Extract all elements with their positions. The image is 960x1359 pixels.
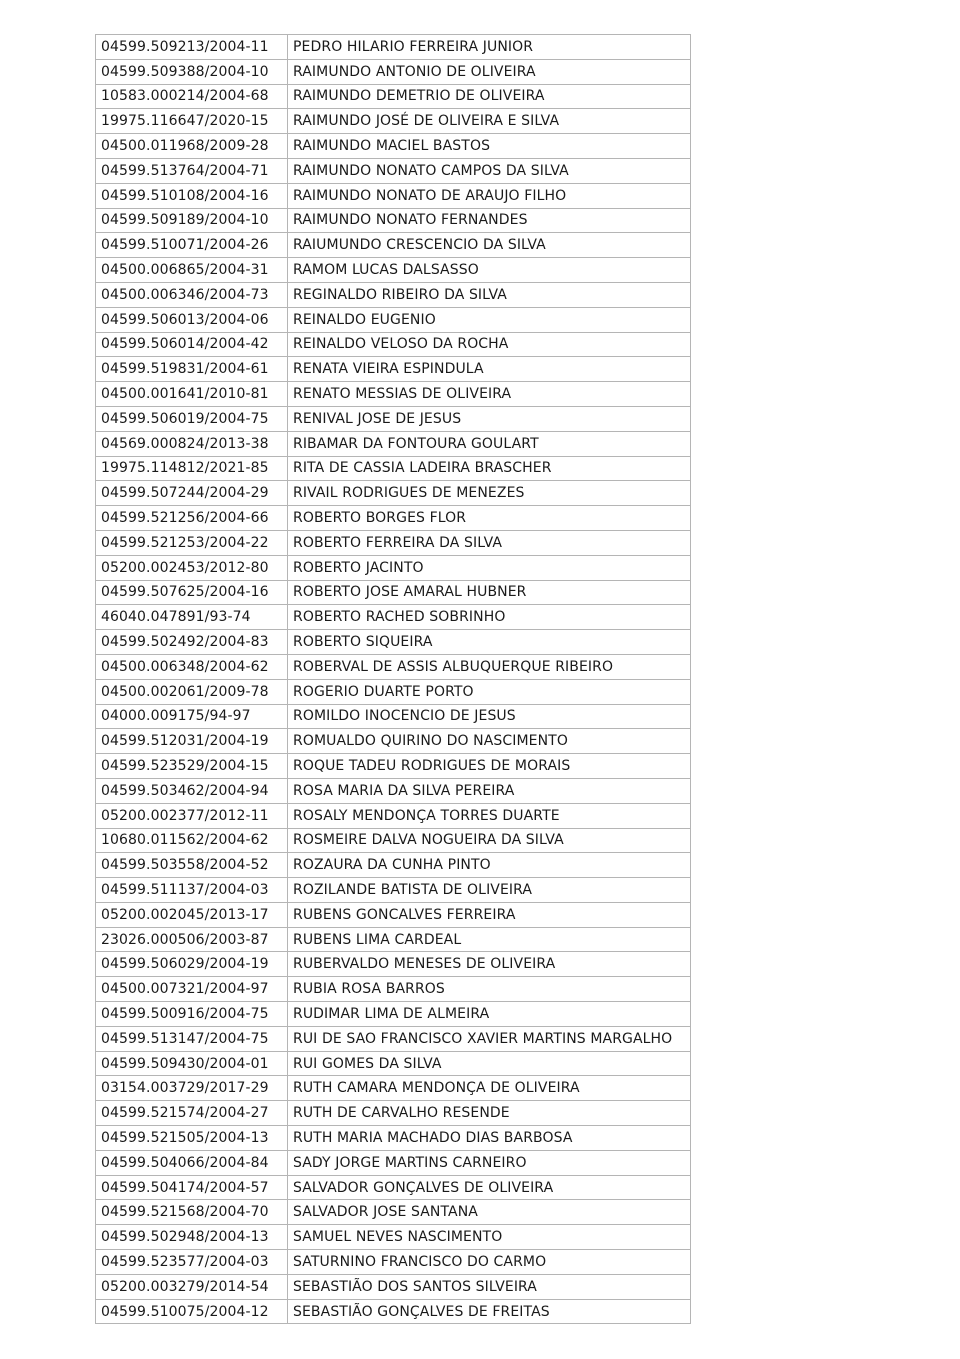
table-row — [96, 828, 691, 853]
process-number-cell: 04599.506029/2004-19 — [96, 952, 288, 977]
table-row — [96, 679, 691, 704]
process-number-cell: 19975.114812/2021-85 — [96, 456, 288, 481]
process-number-cell: 10680.011562/2004-62 — [96, 828, 288, 853]
process-number-cell: 04500.007321/2004-97 — [96, 977, 288, 1002]
person-name-cell: SEBASTIÃO GONÇALVES DE FREITAS — [288, 1299, 691, 1324]
person-name-cell: REINALDO VELOSO DA ROCHA — [288, 332, 691, 357]
table-row — [96, 406, 691, 431]
person-name-cell: SALVADOR JOSE SANTANA — [288, 1200, 691, 1225]
table-row — [96, 1051, 691, 1076]
document-table-container — [95, 34, 691, 1324]
person-name-cell: ROMUALDO QUIRINO DO NASCIMENTO — [288, 729, 691, 754]
person-name-cell: ROBERTO FERREIRA DA SILVA — [288, 530, 691, 555]
process-number-cell: 10583.000214/2004-68 — [96, 84, 288, 109]
person-name-cell: SEBASTIÃO DOS SANTOS SILVEIRA — [288, 1274, 691, 1299]
person-name-cell: ROBERVAL DE ASSIS ALBUQUERQUE RIBEIRO — [288, 654, 691, 679]
table-row — [96, 183, 691, 208]
process-number-cell: 04599.521253/2004-22 — [96, 530, 288, 555]
table-row — [96, 1076, 691, 1101]
table-row — [96, 927, 691, 952]
table-row — [96, 1002, 691, 1027]
table-row — [96, 754, 691, 779]
process-number-cell: 03154.003729/2017-29 — [96, 1076, 288, 1101]
person-name-cell: RUI DE SAO FRANCISCO XAVIER MARTINS MARGALHO — [288, 1026, 691, 1051]
table-row — [96, 952, 691, 977]
process-number-cell: 23026.000506/2003-87 — [96, 927, 288, 952]
process-number-cell: 04599.521505/2004-13 — [96, 1126, 288, 1151]
table-row — [96, 1150, 691, 1175]
person-name-cell: RAIMUNDO NONATO FERNANDES — [288, 208, 691, 233]
table-row — [96, 605, 691, 630]
table-row — [96, 506, 691, 531]
person-name-cell: ROBERTO JACINTO — [288, 555, 691, 580]
person-name-cell: RAIMUNDO NONATO DE ARAUJO FILHO — [288, 183, 691, 208]
person-name-cell: RENATA VIEIRA ESPINDULA — [288, 357, 691, 382]
process-number-cell: 04599.506014/2004-42 — [96, 332, 288, 357]
person-name-cell: RIBAMAR DA FONTOURA GOULART — [288, 431, 691, 456]
table-row — [96, 382, 691, 407]
table-row — [96, 654, 691, 679]
process-number-cell: 05200.002377/2012-11 — [96, 803, 288, 828]
table-row — [96, 282, 691, 307]
process-number-cell: 04599.504174/2004-57 — [96, 1175, 288, 1200]
process-number-cell: 04500.011968/2009-28 — [96, 134, 288, 159]
process-number-cell: 04599.519831/2004-61 — [96, 357, 288, 382]
table-row — [96, 1026, 691, 1051]
person-name-cell: RUTH CAMARA MENDONÇA DE OLIVEIRA — [288, 1076, 691, 1101]
table-row — [96, 902, 691, 927]
process-number-cell: 04599.513764/2004-71 — [96, 158, 288, 183]
person-name-cell: ROSA MARIA DA SILVA PEREIRA — [288, 778, 691, 803]
person-name-cell: ROQUE TADEU RODRIGUES DE MORAIS — [288, 754, 691, 779]
person-name-cell: REGINALDO RIBEIRO DA SILVA — [288, 282, 691, 307]
process-number-cell: 04599.510108/2004-16 — [96, 183, 288, 208]
person-name-cell: RAIUMUNDO CRESCENCIO DA SILVA — [288, 233, 691, 258]
process-number-cell: 04599.509388/2004-10 — [96, 59, 288, 84]
process-number-cell: 04500.006865/2004-31 — [96, 258, 288, 283]
person-name-cell: RENATO MESSIAS DE OLIVEIRA — [288, 382, 691, 407]
process-number-cell: 04599.507244/2004-29 — [96, 481, 288, 506]
table-row — [96, 630, 691, 655]
table-row — [96, 1274, 691, 1299]
table-row — [96, 208, 691, 233]
table-row — [96, 456, 691, 481]
person-name-cell: RUTH DE CARVALHO RESENDE — [288, 1101, 691, 1126]
person-name-cell: RUBENS LIMA CARDEAL — [288, 927, 691, 952]
process-number-cell: 04599.507625/2004-16 — [96, 580, 288, 605]
process-number-cell: 04599.521574/2004-27 — [96, 1101, 288, 1126]
table-row — [96, 1175, 691, 1200]
table-row — [96, 59, 691, 84]
person-name-cell: ROSALY MENDONÇA TORRES DUARTE — [288, 803, 691, 828]
process-number-cell: 04599.511137/2004-03 — [96, 878, 288, 903]
table-row — [96, 357, 691, 382]
table-row — [96, 332, 691, 357]
person-name-cell: SAMUEL NEVES NASCIMENTO — [288, 1225, 691, 1250]
process-number-cell: 05200.002453/2012-80 — [96, 555, 288, 580]
records-table-body — [96, 35, 691, 1324]
person-name-cell: ROMILDO INOCENCIO DE JESUS — [288, 704, 691, 729]
person-name-cell: RUI GOMES DA SILVA — [288, 1051, 691, 1076]
table-row — [96, 158, 691, 183]
table-row — [96, 977, 691, 1002]
process-number-cell: 04500.006346/2004-73 — [96, 282, 288, 307]
person-name-cell: RAIMUNDO JOSÉ DE OLIVEIRA E SILVA — [288, 109, 691, 134]
table-row — [96, 1250, 691, 1275]
person-name-cell: PEDRO HILARIO FERREIRA JUNIOR — [288, 35, 691, 60]
person-name-cell: RAIMUNDO MACIEL BASTOS — [288, 134, 691, 159]
person-name-cell: SADY JORGE MARTINS CARNEIRO — [288, 1150, 691, 1175]
process-number-cell: 04599.521568/2004-70 — [96, 1200, 288, 1225]
process-number-cell: 04599.506019/2004-75 — [96, 406, 288, 431]
person-name-cell: RENIVAL JOSE DE JESUS — [288, 406, 691, 431]
person-name-cell: REINALDO EUGENIO — [288, 307, 691, 332]
process-number-cell: 04599.510071/2004-26 — [96, 233, 288, 258]
person-name-cell: RUBENS GONCALVES FERREIRA — [288, 902, 691, 927]
person-name-cell: ROBERTO RACHED SOBRINHO — [288, 605, 691, 630]
table-row — [96, 1101, 691, 1126]
person-name-cell: ROZILANDE BATISTA DE OLIVEIRA — [288, 878, 691, 903]
process-number-cell: 04000.009175/94-97 — [96, 704, 288, 729]
process-number-cell: 04599.506013/2004-06 — [96, 307, 288, 332]
person-name-cell: ROBERTO BORGES FLOR — [288, 506, 691, 531]
table-row — [96, 530, 691, 555]
person-name-cell: RAIMUNDO DEMETRIO DE OLIVEIRA — [288, 84, 691, 109]
process-number-cell: 04569.000824/2013-38 — [96, 431, 288, 456]
table-row — [96, 109, 691, 134]
table-row — [96, 580, 691, 605]
table-row — [96, 134, 691, 159]
process-number-cell: 04599.500916/2004-75 — [96, 1002, 288, 1027]
process-number-cell: 05200.002045/2013-17 — [96, 902, 288, 927]
person-name-cell: SATURNINO FRANCISCO DO CARMO — [288, 1250, 691, 1275]
person-name-cell: ROSMEIRE DALVA NOGUEIRA DA SILVA — [288, 828, 691, 853]
process-number-cell: 04599.503462/2004-94 — [96, 778, 288, 803]
process-number-cell: 04500.001641/2010-81 — [96, 382, 288, 407]
table-row — [96, 1200, 691, 1225]
table-row — [96, 878, 691, 903]
process-number-cell: 04599.504066/2004-84 — [96, 1150, 288, 1175]
table-row — [96, 1126, 691, 1151]
table-row — [96, 778, 691, 803]
person-name-cell: ROBERTO SIQUEIRA — [288, 630, 691, 655]
process-number-cell: 04599.503558/2004-52 — [96, 853, 288, 878]
person-name-cell: ROZAURA DA CUNHA PINTO — [288, 853, 691, 878]
table-row — [96, 84, 691, 109]
person-name-cell: ROGERIO DUARTE PORTO — [288, 679, 691, 704]
person-name-cell: RAIMUNDO ANTONIO DE OLIVEIRA — [288, 59, 691, 84]
process-number-cell: 04599.509430/2004-01 — [96, 1051, 288, 1076]
process-number-cell: 04599.509189/2004-10 — [96, 208, 288, 233]
process-number-cell: 46040.047891/93-74 — [96, 605, 288, 630]
person-name-cell: RUDIMAR LIMA DE ALMEIRA — [288, 1002, 691, 1027]
process-number-cell: 04500.006348/2004-62 — [96, 654, 288, 679]
process-number-cell: 04599.523529/2004-15 — [96, 754, 288, 779]
person-name-cell: RUTH MARIA MACHADO DIAS BARBOSA — [288, 1126, 691, 1151]
process-number-cell: 19975.116647/2020-15 — [96, 109, 288, 134]
table-row — [96, 1225, 691, 1250]
person-name-cell: RIVAIL RODRIGUES DE MENEZES — [288, 481, 691, 506]
table-row — [96, 729, 691, 754]
table-row — [96, 555, 691, 580]
person-name-cell: SALVADOR GONÇALVES DE OLIVEIRA — [288, 1175, 691, 1200]
person-name-cell: RUBIA ROSA BARROS — [288, 977, 691, 1002]
process-number-cell: 04599.512031/2004-19 — [96, 729, 288, 754]
table-row — [96, 258, 691, 283]
process-number-cell: 04599.502492/2004-83 — [96, 630, 288, 655]
records-table — [95, 34, 691, 1324]
table-row — [96, 481, 691, 506]
process-number-cell: 04500.002061/2009-78 — [96, 679, 288, 704]
table-row — [96, 35, 691, 60]
process-number-cell: 04599.521256/2004-66 — [96, 506, 288, 531]
table-row — [96, 431, 691, 456]
table-row — [96, 307, 691, 332]
person-name-cell: ROBERTO JOSE AMARAL HUBNER — [288, 580, 691, 605]
process-number-cell: 04599.513147/2004-75 — [96, 1026, 288, 1051]
process-number-cell: 04599.502948/2004-13 — [96, 1225, 288, 1250]
process-number-cell: 04599.523577/2004-03 — [96, 1250, 288, 1275]
process-number-cell: 04599.509213/2004-11 — [96, 35, 288, 60]
person-name-cell: RAMOM LUCAS DALSASSO — [288, 258, 691, 283]
person-name-cell: RITA DE CASSIA LADEIRA BRASCHER — [288, 456, 691, 481]
person-name-cell: RAIMUNDO NONATO CAMPOS DA SILVA — [288, 158, 691, 183]
table-row — [96, 803, 691, 828]
process-number-cell: 05200.003279/2014-54 — [96, 1274, 288, 1299]
person-name-cell: RUBERVALDO MENESES DE OLIVEIRA — [288, 952, 691, 977]
table-row — [96, 233, 691, 258]
table-row — [96, 704, 691, 729]
table-row — [96, 853, 691, 878]
process-number-cell: 04599.510075/2004-12 — [96, 1299, 288, 1324]
table-row — [96, 1299, 691, 1324]
